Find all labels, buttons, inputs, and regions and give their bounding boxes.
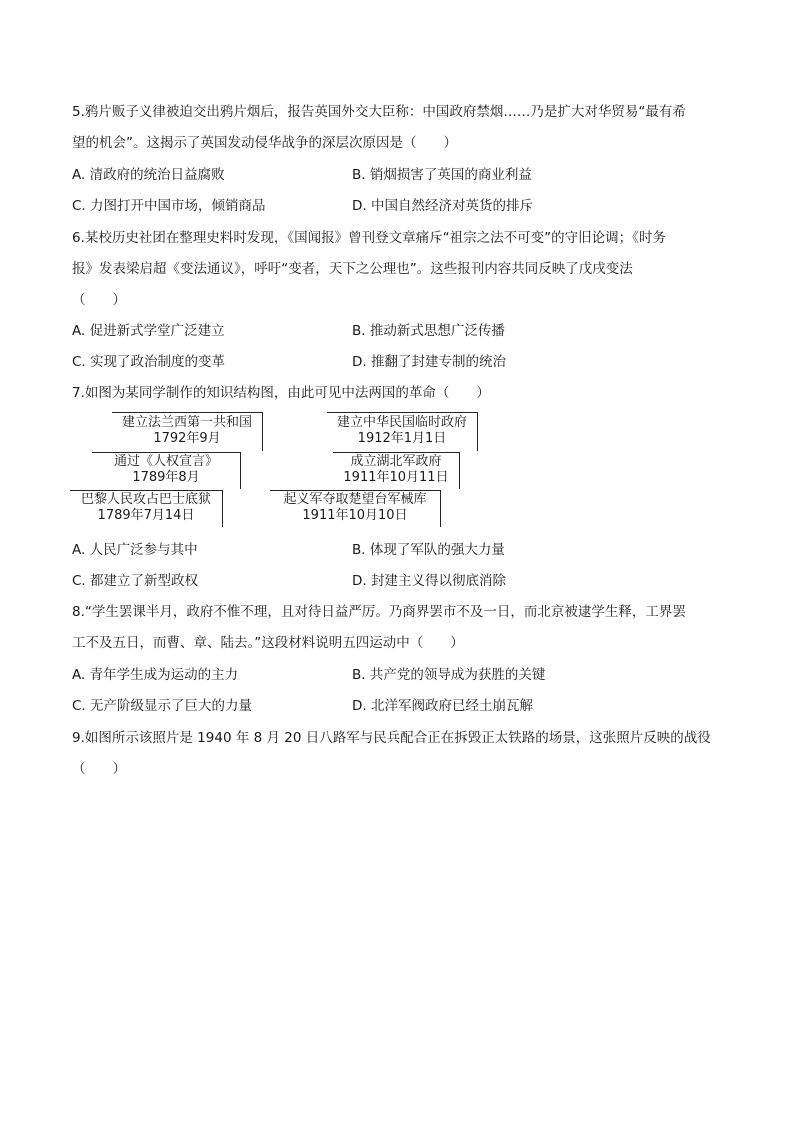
france-date-declaration: 1789年8月	[132, 470, 200, 485]
q8-option-a: A. 青年学生成为运动的主力	[72, 667, 239, 683]
q5-option-c: C. 力图打开中国市场，倾销商品	[72, 198, 266, 214]
q6-option-c: C. 实现了政治制度的变革	[72, 354, 226, 370]
q5-option-a: A. 清政府的统治日益腐败	[72, 167, 225, 183]
q8-stem-line2: 工不及五日，而曹、章、陆去。”这段材料说明五四运动中（ ）	[72, 635, 464, 651]
q5-option-d: D. 中国自然经济对英货的排斥	[352, 198, 533, 214]
q7-option-a: A. 人民广泛参与其中	[72, 542, 198, 558]
q6-option-a: A. 促进新式学堂广泛建立	[72, 323, 225, 339]
france-step-middle-text	[92, 454, 240, 486]
q8-option-b: B. 共产党的领导成为获胜的关键	[352, 667, 546, 683]
q5-stem-line2: 望的机会”。这揭示了英国发动侵华战争的深层次原因是（ ）	[72, 135, 457, 151]
q6-stem-line2: 报》发表梁启超《变法通议》，呼吁“变者，天下之公理也”。这些报刊内容共同反映了戊戌变法	[72, 261, 633, 277]
q6-option-d: D. 推翻了封建专制的统治	[352, 354, 506, 370]
q8-option-c: C. 无产阶级显示了巨大的力量	[72, 698, 253, 714]
q6-option-b: B. 推动新式思想广泛传播	[352, 323, 505, 339]
france-event-republic: 建立法兰西第一共和国	[121, 415, 252, 430]
china-date-armory: 1911年10月10日	[302, 508, 408, 523]
q7-option-b: B. 体现了军队的强大力量	[352, 542, 505, 558]
china-date-provisional-gov: 1912年1月1日	[357, 431, 447, 446]
q5-option-b: B. 销烟损害了英国的商业利益	[352, 167, 532, 183]
france-date-republic: 1792年9月	[153, 431, 221, 446]
q9-stem-line2: （ ）	[72, 761, 126, 777]
france-event-bastille: 巴黎人民攻占巴士底狱	[80, 492, 211, 507]
france-date-bastille: 1789年7月14日	[97, 508, 195, 523]
q7-option-d: D. 封建主义得以彻底消除	[352, 573, 506, 589]
china-step-middle-text	[333, 454, 459, 486]
france-step-top-text	[112, 415, 262, 447]
q6-stem-line1: 6.某校历史社团在整理史料时发现，《国闻报》曾刊登文章痛斥“祖宗之法不可变”的守旧论调；《时务	[72, 230, 666, 246]
china-event-hubei-gov: 成立湖北军政府	[350, 454, 442, 469]
france-step-bottom-text	[70, 492, 222, 524]
china-event-provisional-gov: 建立中华民国临时政府	[336, 415, 467, 430]
q6-stem-line3: （ ）	[72, 292, 126, 308]
q8-option-d: D. 北洋军阀政府已经土崩瓦解	[352, 698, 533, 714]
q8-stem-line1: 8.“学生罢课半月，政府不惟不理，且对待日益严厉。乃商界罢市不及一日，而北京被逮学生释，工界罢	[72, 604, 686, 620]
q5-stem-line1: 5.鸦片贩子义律被迫交出鸦片烟后，报告英国外交大臣称：中国政府禁烟……乃是扩大对华贸易“最有希	[72, 104, 686, 120]
q7-option-c: C. 都建立了新型政权	[72, 573, 199, 589]
china-step-top-text	[327, 415, 477, 447]
q7-stem: 7.如图为某同学制作的知识结构图，由此可见中法两国的革命（ ）	[72, 385, 490, 401]
china-event-armory: 起义军夺取楚望台军械库	[283, 492, 427, 507]
china-step-bottom-text	[270, 492, 440, 524]
china-date-hubei-gov: 1911年10月11日	[343, 470, 449, 485]
q9-stem-line1: 9.如图所示该照片是 1940 年 8 月 20 日八路军与民兵配合正在拆毁正太铁路的场景，这张照片反映的战役	[72, 730, 711, 746]
france-event-declaration: 通过《人权宣言》	[113, 454, 218, 469]
